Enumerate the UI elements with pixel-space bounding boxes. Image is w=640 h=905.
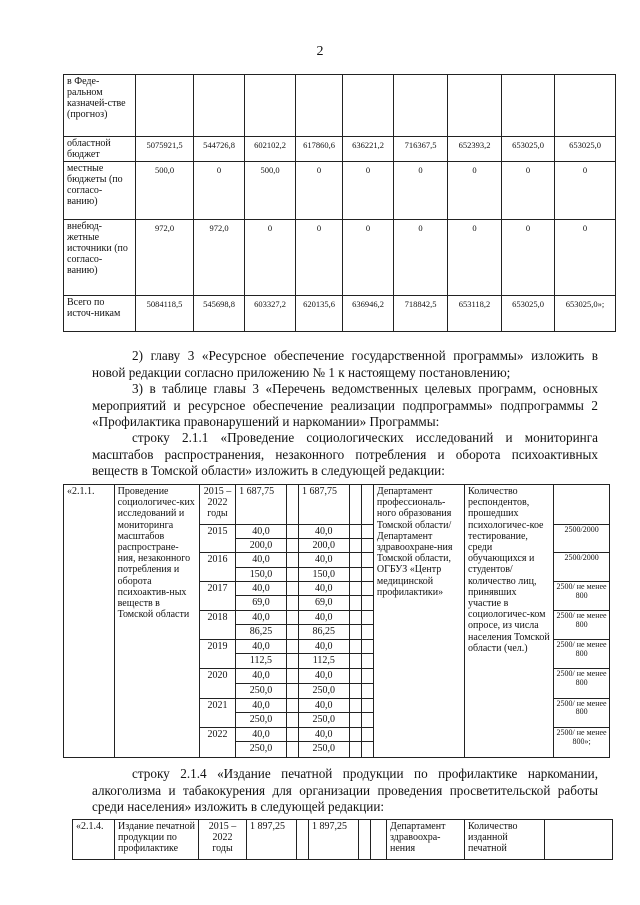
cell: 972,0: [136, 220, 194, 296]
value: 250,0: [298, 742, 349, 758]
indicator-value: 2500/ не менее 800: [554, 581, 610, 610]
program-row-2-1-4: [72, 819, 613, 860]
year: 2018: [199, 611, 235, 640]
value: 86,25: [298, 625, 349, 640]
cell: 636946,2: [343, 296, 394, 332]
cell: [448, 75, 502, 137]
value: 250,0: [236, 712, 287, 727]
year: 2021: [199, 698, 235, 727]
cell: [343, 75, 394, 137]
value: 250,0: [236, 683, 287, 698]
value: 250,0: [236, 742, 287, 758]
cell: 653025,0: [555, 137, 616, 162]
value: 150,0: [236, 567, 287, 581]
row-name: Проведение социологичес-ких исследований и мониторинга масштабов распростране-ния, незаконного потребления и оборота психоактив-ных веществ в Томской области: [114, 485, 199, 758]
row-code: «2.1.1.: [64, 485, 115, 758]
indicator-value: 2500/ не менее 800: [554, 669, 610, 698]
page-number: 2: [316, 44, 324, 59]
program-row-2-1-1: [63, 484, 610, 758]
value: 40,0: [236, 581, 287, 595]
cell: 0: [343, 162, 394, 220]
total-1: 1 687,75: [236, 485, 287, 525]
cell: 0: [502, 220, 555, 296]
value: 112,5: [236, 654, 287, 669]
indicator-value: 2500/ не менее 800: [554, 640, 610, 669]
cell: [245, 75, 296, 137]
cell: 5084118,5: [136, 296, 194, 332]
cell: 716367,5: [394, 137, 448, 162]
value: 40,0: [236, 669, 287, 683]
total-2: 1 897,25: [309, 820, 359, 860]
cell: [394, 75, 448, 137]
paragraph-2: 3) в таблице главы 3 «Перечень ведомственных целевых программ, основных мероприятий и ресурсное обеспечение реализации подпрограммы» подпрограммы 2 «Профилактика правонарушений и наркомании» Программы:: [92, 381, 598, 429]
value: 40,0: [298, 611, 349, 625]
value: 40,0: [236, 553, 287, 567]
cell: 620135,6: [296, 296, 343, 332]
row-label: внебюд-жетные источники (по согласо-ванию): [64, 220, 136, 296]
value: 40,0: [236, 640, 287, 654]
cell: 0: [296, 220, 343, 296]
paragraph-3: строку 2.1.1 «Проведение социологических исследований и мониторинга масштабов распространения, незаконного потребления и оборота психоактивных веществ в Томской области» изложить в следующей редакции:: [92, 430, 598, 478]
year: 2017: [199, 581, 235, 610]
value: 40,0: [236, 698, 287, 712]
value: 69,0: [236, 596, 287, 611]
value: 112,5: [298, 654, 349, 669]
indicator-value: 2500/2000: [554, 553, 610, 581]
cell: 653025,0»;: [555, 296, 616, 332]
indicator-value: 2500/ не менее 800»;: [554, 727, 610, 757]
cell: 718842,5: [394, 296, 448, 332]
row-label: в Феде-ральном казначей-стве (прогноз): [64, 75, 136, 137]
cell: 500,0: [245, 162, 296, 220]
cell: 0: [394, 162, 448, 220]
cell: [502, 75, 555, 137]
cell: [555, 75, 616, 137]
row-label: Всего по источ-никам: [64, 296, 136, 332]
indicator-value: 2500/2000: [554, 525, 610, 553]
cell: [194, 75, 245, 137]
period: 2015 – 2022 годы: [199, 820, 247, 860]
cell: 0: [245, 220, 296, 296]
cell: [545, 820, 613, 860]
value: 200,0: [236, 539, 287, 553]
executor: Департамент профессиональ-ного образования Томской области/ Департамент здравоохране-ния Томской области, ОГБУЗ «Центр медицинской профилактики»: [373, 485, 464, 758]
funding-table: [63, 74, 616, 332]
cell: 0: [194, 162, 245, 220]
cell: 0: [448, 162, 502, 220]
cell: 0: [343, 220, 394, 296]
table-row: [64, 137, 616, 162]
indicator-value: 2500/ не менее 800: [554, 698, 610, 727]
cell: 0: [394, 220, 448, 296]
cell: 603327,2: [245, 296, 296, 332]
cell: 544726,8: [194, 137, 245, 162]
value: 150,0: [298, 567, 349, 581]
value: 40,0: [298, 669, 349, 683]
value: 40,0: [298, 727, 349, 741]
row-label: областной бюджет: [64, 137, 136, 162]
cell: [361, 485, 373, 525]
year: 2015: [199, 525, 235, 553]
year: 2016: [199, 553, 235, 581]
cell: 500,0: [136, 162, 194, 220]
indicator: Количество изданной печатной: [465, 820, 545, 860]
value: 40,0: [236, 611, 287, 625]
cell: 0: [448, 220, 502, 296]
year: 2022: [199, 727, 235, 757]
cell: [349, 485, 361, 525]
executor: Департамент здравоохра-нения: [387, 820, 465, 860]
cell: 602102,2: [245, 137, 296, 162]
cell: 653118,2: [448, 296, 502, 332]
value: 200,0: [298, 539, 349, 553]
total-1: 1 897,25: [247, 820, 297, 860]
year: 2020: [199, 669, 235, 698]
cell: 972,0: [194, 220, 245, 296]
table-row: [64, 162, 616, 220]
value: 250,0: [298, 683, 349, 698]
value: 40,0: [298, 581, 349, 595]
row-name: Издание печатной продукции по профилактике: [115, 820, 199, 860]
period: 2015 – 2022 годы: [199, 485, 235, 525]
cell: 653025,0: [502, 296, 555, 332]
row-label: местные бюджеты (по согласо-ванию): [64, 162, 136, 220]
paragraph-1: 2) главу 3 «Ресурсное обеспечение государственной программы» изложить в новой редакции согласно приложению № 1 к настоящему постановлению;: [92, 348, 598, 380]
value: 40,0: [298, 525, 349, 539]
row-code: «2.1.4.: [73, 820, 115, 860]
cell: 653025,0: [502, 137, 555, 162]
cell: [371, 820, 387, 860]
cell: 652393,2: [448, 137, 502, 162]
value: 40,0: [298, 553, 349, 567]
cell: 0: [296, 162, 343, 220]
cell: [359, 820, 371, 860]
value: 250,0: [298, 712, 349, 727]
cell: [297, 820, 309, 860]
cell: [136, 75, 194, 137]
paragraph-4: строку 2.1.4 «Издание печатной продукции по профилактике наркомании, алкоголизма и табакокурения для организации проведения просветительской работы среди населения» изложить в следующей редакции:: [92, 766, 598, 814]
cell: 617860,6: [296, 137, 343, 162]
table-row: [64, 220, 616, 296]
cell: [554, 485, 610, 525]
total-2: 1 687,75: [298, 485, 349, 525]
cell: 545698,8: [194, 296, 245, 332]
value: 40,0: [298, 640, 349, 654]
table-row: [64, 296, 616, 332]
indicator-value: 2500/ не менее 800: [554, 611, 610, 640]
cell: 0: [555, 162, 616, 220]
cell: [286, 485, 298, 525]
cell: 0: [502, 162, 555, 220]
value: 86,25: [236, 625, 287, 640]
value: 40,0: [236, 525, 287, 539]
year: 2019: [199, 640, 235, 669]
indicator: Количество респондентов, прошедших психологичес-кое тестирование, среди обучающихся и студентов/ количество лиц, принявших участие в социологичес-ком опросе, из числа населения Томской области (чел.): [465, 485, 554, 758]
table-row: [64, 75, 616, 137]
cell: 636221,2: [343, 137, 394, 162]
cell: [296, 75, 343, 137]
cell: 0: [555, 220, 616, 296]
value: 40,0: [236, 727, 287, 741]
cell: 5075921,5: [136, 137, 194, 162]
value: 69,0: [298, 596, 349, 611]
value: 40,0: [298, 698, 349, 712]
